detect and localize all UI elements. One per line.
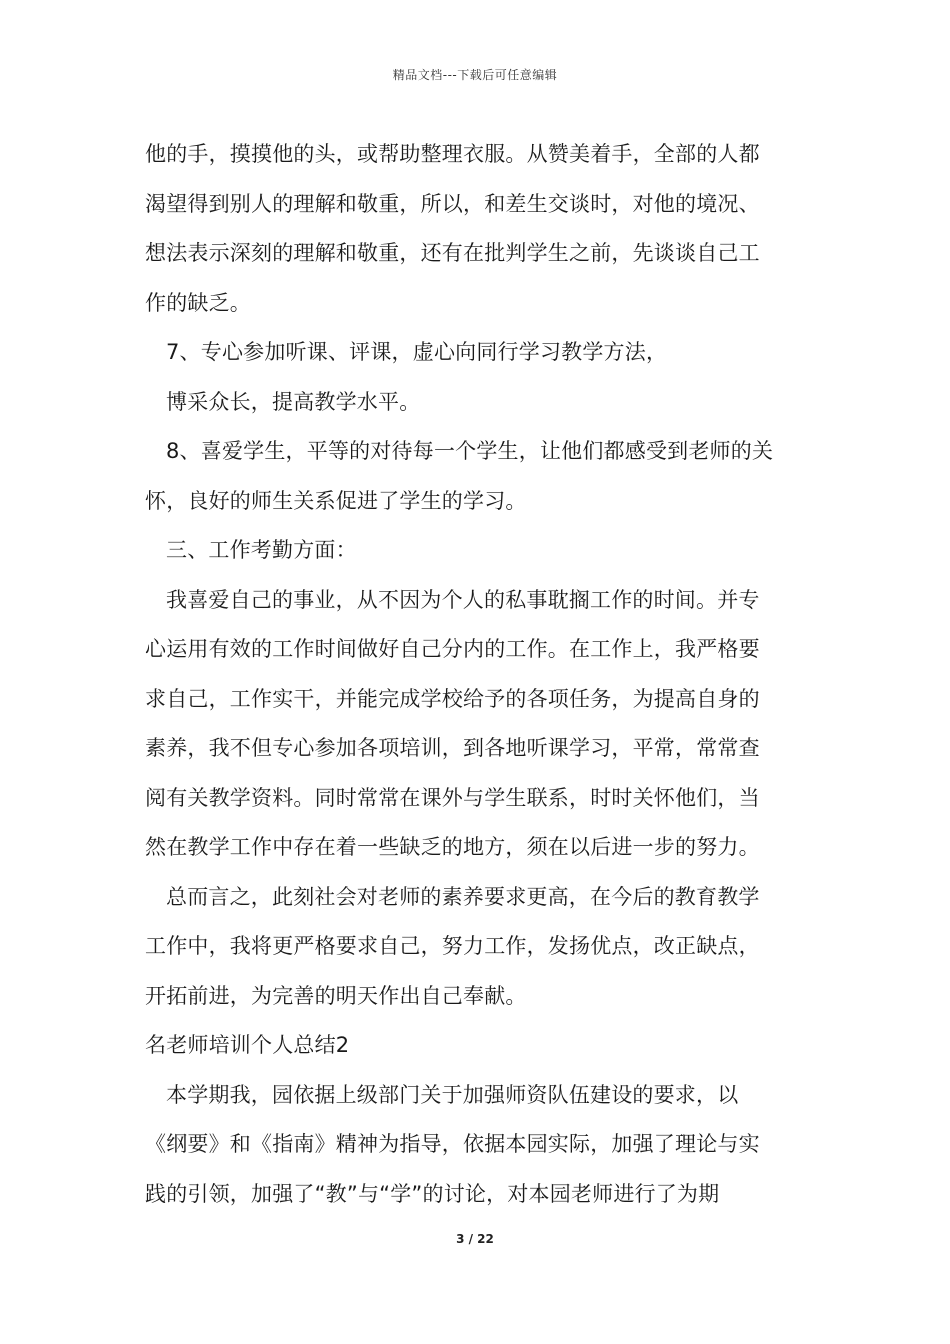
text-line: 总而言之，此刻社会对老师的素养要求更高，在今后的教育教学	[166, 884, 760, 909]
page-header: 精品文档---下载后可任意编辑	[392, 68, 558, 82]
text-line: 他的手，摸摸他的头，或帮助整理衣服。从赞美着手，全部的人都	[145, 142, 760, 166]
text-line: 践的引领，加强了“教”与“学”的讨论，对本园老师进行了为期	[145, 1181, 720, 1206]
text-line: 工作中，我将更严格要求自己，努力工作，发扬优点，改正缺点，	[145, 934, 760, 958]
text-line: 心运用有效的工作时间做好自己分内的工作。在工作上，我严格要	[145, 637, 760, 661]
text-line: 阅有关教学资料。同时常常在课外与学生联系，时时关怀他们，当	[145, 785, 760, 810]
text-line: 求自己，工作实干，并能完成学校给予的各项任务，为提高自身的	[145, 686, 760, 711]
text-line: 开拓前进，为完善的明天作出自己奉献。	[145, 983, 527, 1008]
text-line: 然在教学工作中存在着一些缺乏的地方，须在以后进一步的努力。	[145, 835, 760, 859]
text-line: 想法表示深刻的理解和敬重，还有在批判学生之前，先谈谈自己工	[145, 241, 760, 265]
text-line: 本学期我，园依据上级部门关于加强师资队伍建设的要求，以	[166, 1082, 739, 1107]
text-line: 8、喜爱学生，平等的对待每一个学生，让他们都感受到老师的关	[166, 439, 774, 463]
text-line: 素养，我不但专心参加各项培训，到各地听课学习，平常，常常查	[145, 736, 760, 760]
text-line: 博采众长，提高教学水平。	[166, 389, 421, 414]
page-number: 3 / 22	[456, 1232, 494, 1246]
document-body	[145, 130, 810, 1219]
text-line: 渴望得到别人的理解和敬重，所以，和差生交谈时，对他的境况、	[145, 191, 760, 216]
section-heading: 三、工作考勤方面：	[166, 538, 357, 562]
text-line: 7、专心参加听课、评课，虚心向同行学习教学方法，	[166, 340, 668, 364]
article-title: 名老师培训个人总结2	[145, 1033, 350, 1057]
text-line: 我喜爱自己的事业，从不因为个人的私事耽搁工作的时间。并专	[166, 587, 760, 612]
text-line: 怀，良好的师生关系促进了学生的学习。	[145, 488, 527, 513]
text-line: 作的缺乏。	[145, 290, 251, 315]
text-line: 《纲要》和《指南》精神为指导，依据本园实际，加强了理论与实	[145, 1132, 760, 1156]
